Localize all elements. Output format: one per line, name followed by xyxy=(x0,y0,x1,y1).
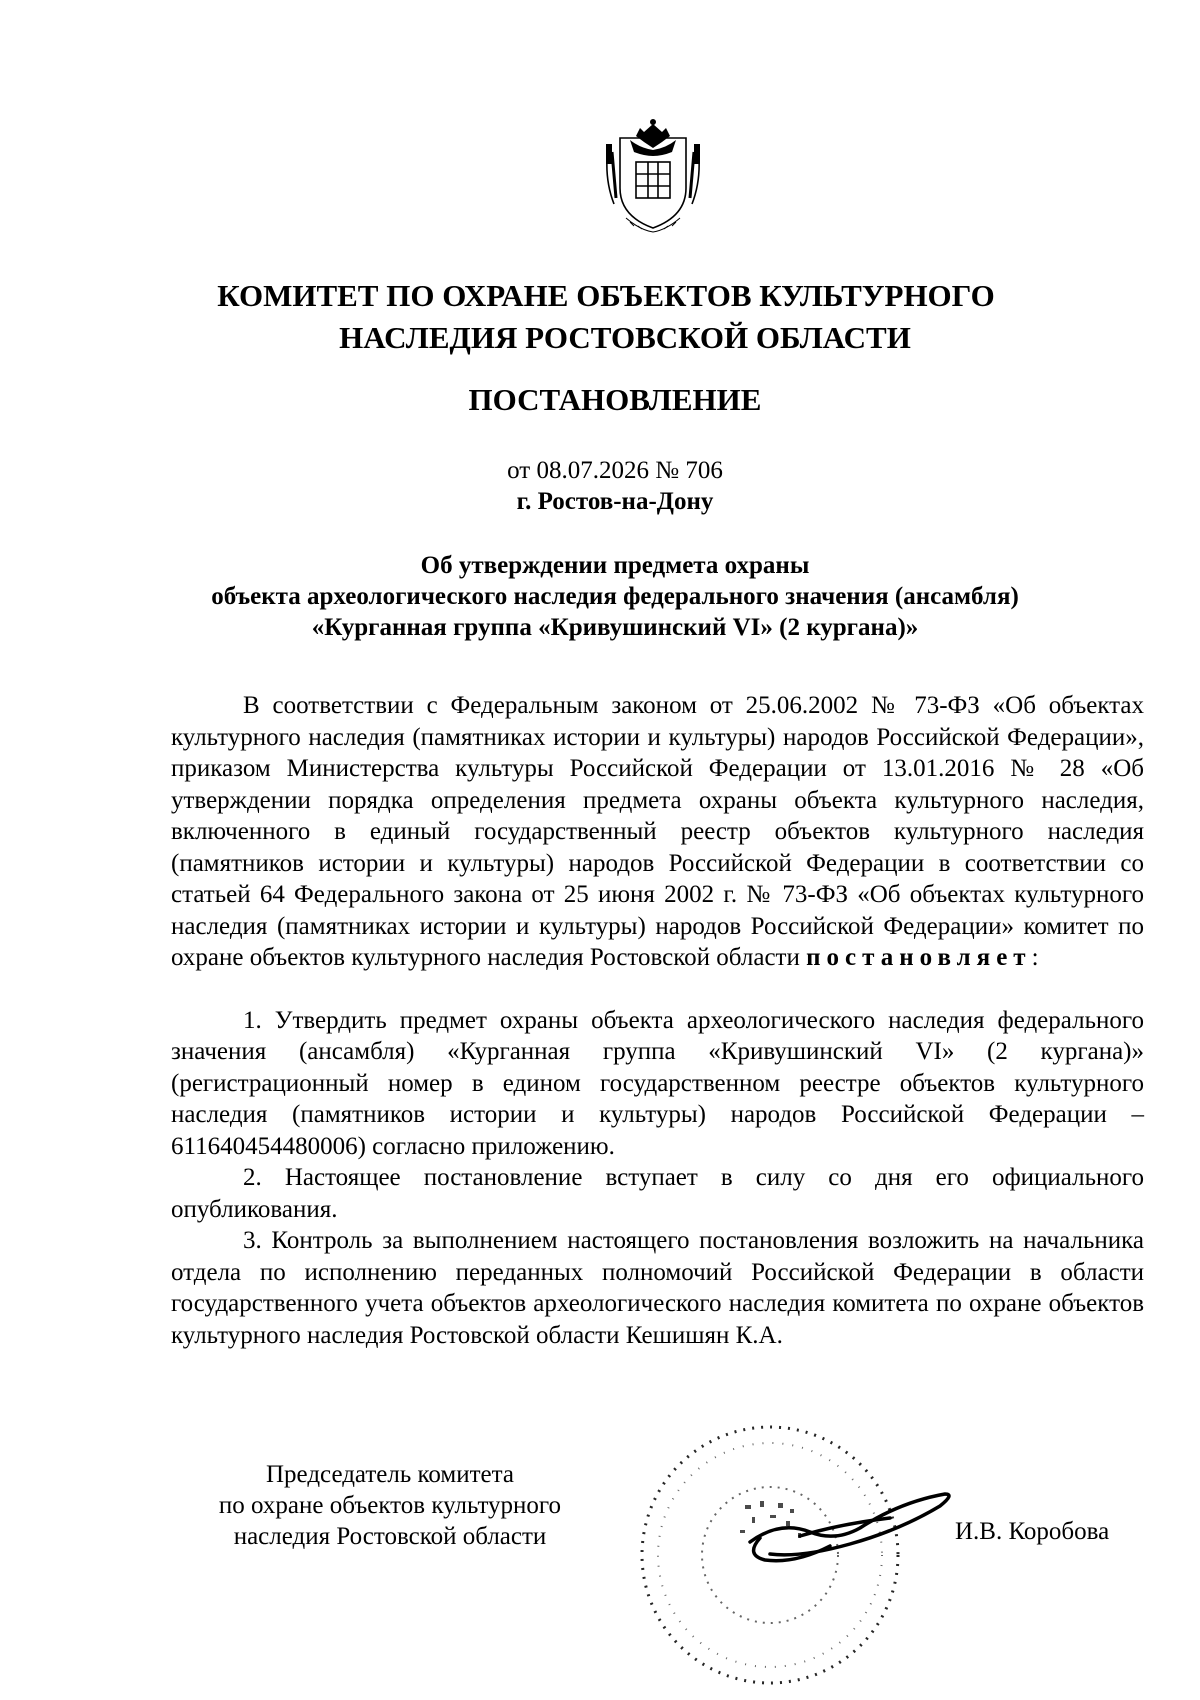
org-title-line1: КОМИТЕТ ПО ОХРАНЕ ОБЪЕКТОВ КУЛЬТУРНОГО xyxy=(217,278,995,313)
item-1: 1. Утвердить предмет охраны объекта археологического наследия федерального значения (ансамбля) «Курганная группа «Кривушинский VI» (2 кургана)» (регистрационный номер в едином государственном реестре объектов культурного наследия (памятников истории и культуры) народов Российской Федерации – 611640454480006) согласно приложению. xyxy=(171,1006,1144,1160)
resolves-punct: : xyxy=(1031,944,1039,971)
document-city: г. Ростов-на-Дону xyxy=(516,488,714,515)
document-body xyxy=(171,690,1144,1351)
document-subject xyxy=(0,550,1200,643)
subject-line3: «Курганная группа «Кривушинский VI» (2 кургана)» xyxy=(311,614,919,641)
subject-line2: объекта археологического наследия федерального значения (ансамбля) xyxy=(211,583,1019,610)
handwritten-signature-icon xyxy=(740,1480,960,1570)
signer-name: И.В. Коробова xyxy=(955,1518,1110,1545)
organization-title xyxy=(0,275,1200,359)
document-date-number: от 08.07.2026 № 706 xyxy=(507,457,723,484)
item-2: 2. Настоящее постановление вступает в силу со дня его официального опубликования. xyxy=(171,1164,1144,1223)
position-line3: наследия Ростовской области xyxy=(233,1523,547,1550)
item-3: 3. Контроль за выполнением настоящего постановления возложить на начальника отдела по исполнению переданных полномочий Российской Федерации в области государственного учета объектов археологического наследия комитета по охране объектов культурного наследия Ростовской области Кешишян К.А. xyxy=(171,1227,1144,1349)
org-title-line2: НАСЛЕДИЯ РОСТОВСКОЙ ОБЛАСТИ xyxy=(339,320,911,355)
position-line2: по охране объектов культурного xyxy=(218,1492,562,1519)
document-type: ПОСТАНОВЛЕНИЕ xyxy=(468,382,762,417)
subject-line1: Об утверждении предмета охраны xyxy=(420,552,810,579)
signer-position xyxy=(180,1459,600,1552)
preamble-paragraph xyxy=(171,690,1144,974)
position-line1: Председатель комитета xyxy=(266,1461,514,1488)
coat-of-arms-icon xyxy=(600,118,706,234)
resolves-word: постановляет xyxy=(806,944,1032,971)
preamble-text: В соответствии с Федеральным законом от 25.06.2002 № 73-ФЗ «Об объектах культурного наследия (памятниках истории и культуры) народов Российской Федерации», приказом Министерства культуры Российской Федерации от 13.01.2016 № 28 «Об утверждении порядка определения предмета охраны объекта культурного наследия, включенного в единый государственный реестр объектов культурного наследия (памятников истории и культуры) народов Российской Федерации в соответствии со статьей 64 Федерального закона от 25 июня 2002 г. № 73-ФЗ «Об объектах культурного наследия (памятниках истории и культуры) народов Российской Федерации» комитет по охране объектов культурного наследия Ростовской области xyxy=(171,692,1144,971)
